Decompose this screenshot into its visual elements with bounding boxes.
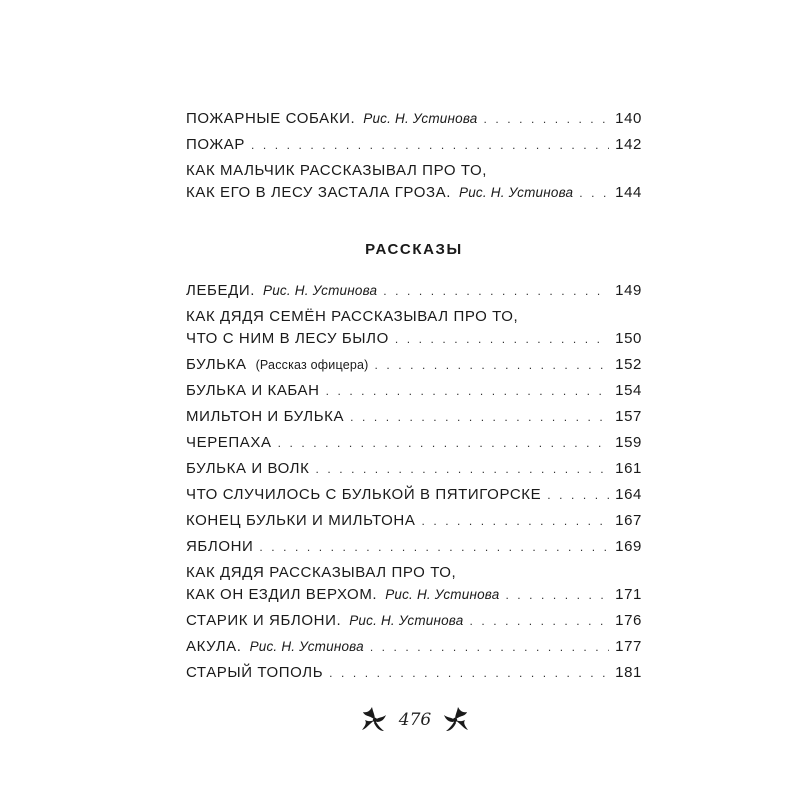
dot-leader xyxy=(370,636,609,658)
floral-ornament-icon xyxy=(440,705,470,735)
toc-entry xyxy=(186,406,642,428)
entry-title: ЛЕБЕДИ. xyxy=(186,282,256,299)
entry-page: 161 xyxy=(615,460,642,477)
entry-title: СТАРИК И ЯБЛОНИ. xyxy=(186,612,342,629)
entry-title: ЧТО С НИМ В ЛЕСУ БЫЛО xyxy=(186,330,389,347)
dot-leader xyxy=(395,328,609,350)
entry-title: ЧЕРЕПАХА xyxy=(186,434,272,451)
dot-leader xyxy=(315,458,609,480)
toc-line xyxy=(186,584,642,606)
toc-line xyxy=(186,280,642,302)
toc-entry xyxy=(186,380,642,402)
entry-title-line1: КАК ДЯДЯ СЕМЁН РАССКАЗЫВАЛ ПРО ТО, xyxy=(186,308,519,325)
entry-page: 157 xyxy=(615,408,642,425)
toc-entry xyxy=(186,562,642,606)
toc-line xyxy=(186,160,642,182)
toc-line xyxy=(186,636,642,658)
dot-leader xyxy=(469,610,609,632)
toc-line xyxy=(186,134,642,156)
toc-line xyxy=(186,306,642,328)
entry-page: 149 xyxy=(615,282,642,299)
toc-line xyxy=(186,510,642,532)
entry-title: АКУЛА. xyxy=(186,638,242,655)
page-number: 476 xyxy=(398,710,432,730)
toc-entry xyxy=(186,160,642,204)
toc-line xyxy=(186,536,642,558)
toc-line xyxy=(186,406,642,428)
toc-line xyxy=(186,662,642,684)
toc-entry xyxy=(186,536,642,558)
toc-entry xyxy=(186,432,642,454)
toc-entry xyxy=(186,134,642,156)
entry-title: СТАРЫЙ ТОПОЛЬ xyxy=(186,664,324,681)
toc-line xyxy=(186,380,642,402)
toc-line xyxy=(186,108,642,130)
entry-title: МИЛЬТОН И БУЛЬКА xyxy=(186,408,345,425)
toc-line xyxy=(186,610,642,632)
entry-page: 176 xyxy=(615,612,642,629)
toc-line xyxy=(186,562,642,584)
toc-entry xyxy=(186,108,642,130)
entry-title: ЯБЛОНИ xyxy=(186,538,254,555)
entry-illustrator: Рис. Н. Устинова xyxy=(349,613,464,628)
folio xyxy=(360,705,470,735)
entry-page: 144 xyxy=(615,184,642,201)
toc-line xyxy=(186,432,642,454)
toc-entry xyxy=(186,484,642,506)
entry-page: 164 xyxy=(615,486,642,503)
entry-page: 142 xyxy=(615,136,642,153)
toc-entry xyxy=(186,280,642,302)
entry-page: 152 xyxy=(615,356,642,373)
entry-illustrator: Рис. Н. Устинова xyxy=(263,283,378,298)
dot-leader xyxy=(375,354,610,376)
dot-leader xyxy=(579,182,609,204)
entry-page: 177 xyxy=(615,638,642,655)
dot-leader xyxy=(278,432,610,454)
dot-leader xyxy=(383,280,609,302)
entry-title: КАК ЕГО В ЛЕСУ ЗАСТАЛА ГРОЗА. xyxy=(186,184,452,201)
entry-title: ЧТО СЛУЧИЛОСЬ С БУЛЬКОЙ В ПЯТИГОРСКЕ xyxy=(186,486,542,503)
toc-line xyxy=(186,458,642,480)
dot-leader xyxy=(484,108,610,130)
toc-line xyxy=(186,182,642,204)
entry-title: КАК ОН ЕЗДИЛ ВЕРХОМ. xyxy=(186,586,378,603)
toc-entry xyxy=(186,662,642,684)
entry-title: КОНЕЦ БУЛЬКИ И МИЛЬТОНА xyxy=(186,512,416,529)
dot-leader xyxy=(329,662,609,684)
section-title: РАССКАЗЫ xyxy=(365,241,463,258)
entry-illustrator: Рис. Н. Устинова xyxy=(385,587,500,602)
toc-entry xyxy=(186,458,642,480)
entry-title-line1: КАК ДЯДЯ РАССКАЗЫВАЛ ПРО ТО, xyxy=(186,564,457,581)
toc-entry xyxy=(186,610,642,632)
dot-leader xyxy=(505,584,609,606)
dot-leader xyxy=(251,134,609,156)
toc-stories xyxy=(186,280,642,684)
entry-subtitle: (Рассказ офицера) xyxy=(255,358,369,372)
dot-leader xyxy=(547,484,609,506)
entry-title: ПОЖАР xyxy=(186,136,245,153)
entry-illustrator: Рис. Н. Устинова xyxy=(249,639,364,654)
dot-leader xyxy=(326,380,610,402)
entry-title: ПОЖАРНЫЕ СОБАКИ. xyxy=(186,110,356,127)
dot-leader xyxy=(350,406,609,428)
toc-line xyxy=(186,484,642,506)
toc-line xyxy=(186,354,642,376)
entry-title: БУЛЬКА И ВОЛК xyxy=(186,460,310,477)
toc-line xyxy=(186,328,642,350)
entry-page: 150 xyxy=(615,330,642,347)
entry-page: 159 xyxy=(615,434,642,451)
entry-page: 171 xyxy=(615,586,642,603)
toc-entry xyxy=(186,306,642,350)
entry-page: 169 xyxy=(615,538,642,555)
entry-illustrator: Рис. Н. Устинова xyxy=(363,111,478,126)
toc-entry xyxy=(186,636,642,658)
entry-page: 181 xyxy=(615,664,642,681)
entry-page: 167 xyxy=(615,512,642,529)
entry-page: 154 xyxy=(615,382,642,399)
toc-entry xyxy=(186,510,642,532)
entry-title: БУЛЬКА xyxy=(186,356,247,373)
entry-title: БУЛЬКА И КАБАН xyxy=(186,382,320,399)
entry-title-line1: КАК МАЛЬЧИК РАССКАЗЫВАЛ ПРО ТО, xyxy=(186,162,487,179)
toc-top xyxy=(186,108,642,204)
entry-page: 140 xyxy=(615,110,642,127)
dot-leader xyxy=(259,536,609,558)
entry-illustrator: Рис. Н. Устинова xyxy=(459,185,574,200)
dot-leader xyxy=(421,510,609,532)
toc-entry xyxy=(186,354,642,376)
floral-ornament-icon xyxy=(360,705,390,735)
